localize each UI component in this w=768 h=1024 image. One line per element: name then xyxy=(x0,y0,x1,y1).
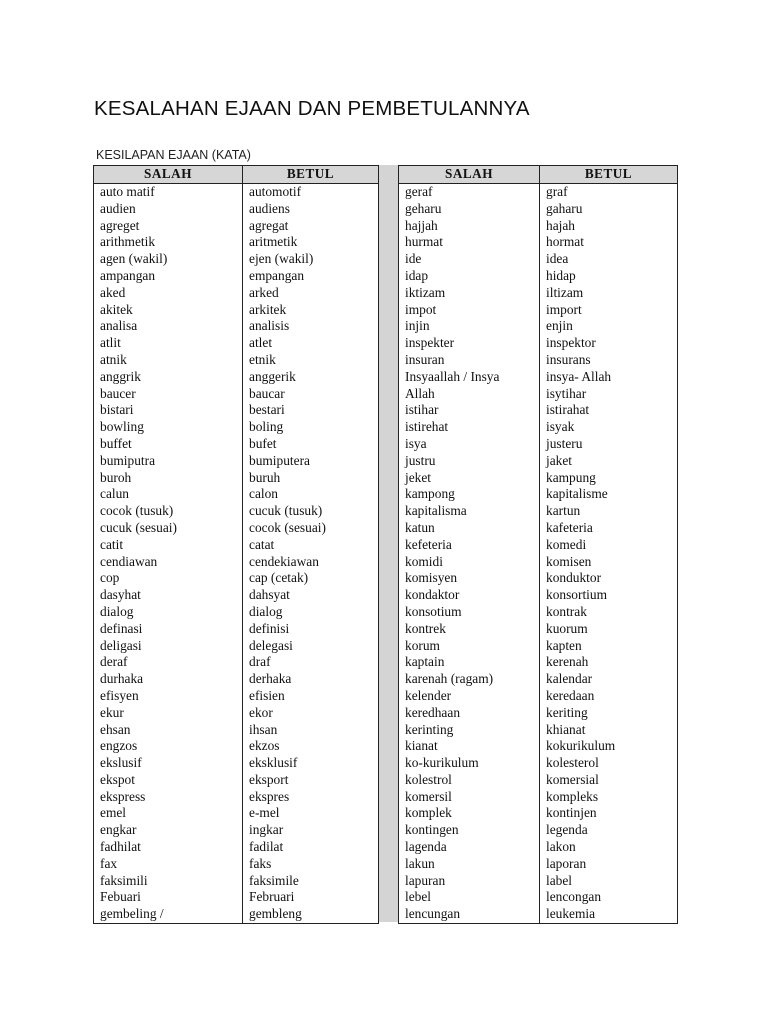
table-row xyxy=(94,520,379,537)
cell-salah: kondaktor xyxy=(399,587,540,604)
column-divider-strip xyxy=(378,165,398,922)
cell-betul: kampung xyxy=(540,470,678,487)
cell-salah: arithmetik xyxy=(94,234,243,251)
cell-salah: buroh xyxy=(94,470,243,487)
table-row xyxy=(399,839,678,856)
cell-salah: kaptain xyxy=(399,654,540,671)
cell-salah: idap xyxy=(399,268,540,285)
table-row xyxy=(94,352,379,369)
table-row xyxy=(399,789,678,806)
cell-betul: automotif xyxy=(243,184,379,201)
cell-betul: ingkar xyxy=(243,822,379,839)
table-row xyxy=(399,856,678,873)
table-row xyxy=(399,587,678,604)
cell-salah: komersil xyxy=(399,789,540,806)
cell-salah: gembeling / xyxy=(94,906,243,923)
cell-betul: calon xyxy=(243,486,379,503)
cell-salah: catit xyxy=(94,537,243,554)
cell-betul: idea xyxy=(540,251,678,268)
cell-salah: konsotium xyxy=(399,604,540,621)
table-row xyxy=(94,688,379,705)
table-row xyxy=(94,805,379,822)
table-row xyxy=(94,402,379,419)
cell-betul: istirahat xyxy=(540,402,678,419)
cell-betul: gembleng xyxy=(243,906,379,923)
cell-betul: catat xyxy=(243,537,379,554)
cell-betul: efisien xyxy=(243,688,379,705)
cell-salah: ide xyxy=(399,251,540,268)
table-row xyxy=(94,386,379,403)
cell-salah: dialog xyxy=(94,604,243,621)
table-row xyxy=(399,621,678,638)
cell-salah: calun xyxy=(94,486,243,503)
cell-betul: hormat xyxy=(540,234,678,251)
table-row xyxy=(94,537,379,554)
cell-salah: aked xyxy=(94,285,243,302)
cell-salah: buffet xyxy=(94,436,243,453)
cell-salah: lebel xyxy=(399,889,540,906)
cell-salah: fadhilat xyxy=(94,839,243,856)
table-row xyxy=(399,520,678,537)
cell-betul: eksport xyxy=(243,772,379,789)
table-row xyxy=(399,570,678,587)
cell-betul: fadilat xyxy=(243,839,379,856)
cell-betul: arkitek xyxy=(243,302,379,319)
cell-salah: Allah xyxy=(399,386,540,403)
cell-betul: hidap xyxy=(540,268,678,285)
cell-betul: legenda xyxy=(540,822,678,839)
table-row xyxy=(399,772,678,789)
cell-salah: impot xyxy=(399,302,540,319)
cell-salah: keredhaan xyxy=(399,705,540,722)
cell-betul: komisen xyxy=(540,554,678,571)
cell-betul: boling xyxy=(243,419,379,436)
table-row xyxy=(94,234,379,251)
cell-salah: komidi xyxy=(399,554,540,571)
page-title: KESALAHAN EJAAN DAN PEMBETULANNYA xyxy=(94,97,530,120)
cell-salah: ekur xyxy=(94,705,243,722)
table-row xyxy=(94,654,379,671)
cell-salah: anggrik xyxy=(94,369,243,386)
cell-salah: kontingen xyxy=(399,822,540,839)
cell-salah: cop xyxy=(94,570,243,587)
cell-salah: istihar xyxy=(399,402,540,419)
cell-betul: lakon xyxy=(540,839,678,856)
cell-salah: jeket xyxy=(399,470,540,487)
cell-salah: kefeteria xyxy=(399,537,540,554)
header-betul: BETUL xyxy=(540,166,678,184)
cell-salah: geharu xyxy=(399,201,540,218)
cell-betul: kolesterol xyxy=(540,755,678,772)
table-row xyxy=(399,889,678,906)
table-row xyxy=(399,537,678,554)
table-row xyxy=(399,402,678,419)
table-row xyxy=(94,302,379,319)
table-row xyxy=(399,218,678,235)
cell-betul: kapitalisme xyxy=(540,486,678,503)
table-row xyxy=(399,738,678,755)
cell-salah: komplek xyxy=(399,805,540,822)
cell-betul: ejen (wakil) xyxy=(243,251,379,268)
table-row xyxy=(399,705,678,722)
cell-betul: leukemia xyxy=(540,906,678,923)
cell-salah: istirehat xyxy=(399,419,540,436)
cell-betul: atlet xyxy=(243,335,379,352)
table-row xyxy=(399,722,678,739)
cell-betul: khianat xyxy=(540,722,678,739)
cell-salah: baucer xyxy=(94,386,243,403)
cell-betul: analisis xyxy=(243,318,379,335)
cell-betul: etnik xyxy=(243,352,379,369)
table-row xyxy=(399,906,678,923)
table-row xyxy=(399,604,678,621)
cell-salah: katun xyxy=(399,520,540,537)
cell-salah: isya xyxy=(399,436,540,453)
table-row xyxy=(94,839,379,856)
cell-salah: efisyen xyxy=(94,688,243,705)
cell-betul: jaket xyxy=(540,453,678,470)
cell-salah: lencungan xyxy=(399,906,540,923)
cell-salah: komisyen xyxy=(399,570,540,587)
table-row xyxy=(94,705,379,722)
cell-betul: insya- Allah xyxy=(540,369,678,386)
cell-betul: kerenah xyxy=(540,654,678,671)
table-row xyxy=(94,621,379,638)
word-table-left xyxy=(93,165,379,924)
cell-betul: kapten xyxy=(540,638,678,655)
cell-betul: lencongan xyxy=(540,889,678,906)
cell-betul: laporan xyxy=(540,856,678,873)
table-row xyxy=(399,873,678,890)
table-row xyxy=(399,201,678,218)
header-salah: SALAH xyxy=(94,166,243,184)
table-row xyxy=(399,352,678,369)
table-header-row xyxy=(94,166,379,184)
cell-salah: Insyaallah / Insya xyxy=(399,369,540,386)
table-row xyxy=(94,419,379,436)
cell-betul: delegasi xyxy=(243,638,379,655)
table-row xyxy=(94,335,379,352)
cell-salah: hurmat xyxy=(399,234,540,251)
cell-salah: hajjah xyxy=(399,218,540,235)
cell-salah: korum xyxy=(399,638,540,655)
cell-salah: ampangan xyxy=(94,268,243,285)
cell-betul: kuorum xyxy=(540,621,678,638)
cell-salah: dasyhat xyxy=(94,587,243,604)
cell-salah: iktizam xyxy=(399,285,540,302)
cell-betul: definisi xyxy=(243,621,379,638)
table-row xyxy=(94,318,379,335)
table-row xyxy=(94,873,379,890)
table-row xyxy=(399,386,678,403)
table-row xyxy=(94,738,379,755)
cell-salah: kianat xyxy=(399,738,540,755)
cell-salah: geraf xyxy=(399,184,540,201)
cell-betul: kafeteria xyxy=(540,520,678,537)
table-row xyxy=(94,638,379,655)
cell-betul: bestari xyxy=(243,402,379,419)
table-row xyxy=(399,671,678,688)
table-row xyxy=(94,285,379,302)
cell-betul: derhaka xyxy=(243,671,379,688)
table-row xyxy=(94,604,379,621)
cell-salah: cocok (tusuk) xyxy=(94,503,243,520)
cell-salah: kapitalisma xyxy=(399,503,540,520)
cell-salah: faksimili xyxy=(94,873,243,890)
cell-betul: ihsan xyxy=(243,722,379,739)
cell-betul: buruh xyxy=(243,470,379,487)
cell-salah: durhaka xyxy=(94,671,243,688)
cell-betul: keredaan xyxy=(540,688,678,705)
table-header-row xyxy=(399,166,678,184)
cell-salah: deraf xyxy=(94,654,243,671)
table-row xyxy=(399,805,678,822)
cell-salah: engzos xyxy=(94,738,243,755)
cell-salah: injin xyxy=(399,318,540,335)
cell-salah: audien xyxy=(94,201,243,218)
cell-betul: kompleks xyxy=(540,789,678,806)
cell-salah: atnik xyxy=(94,352,243,369)
table-row xyxy=(94,453,379,470)
cell-betul: cap (cetak) xyxy=(243,570,379,587)
table-row xyxy=(94,251,379,268)
cell-salah: analisa xyxy=(94,318,243,335)
table-row xyxy=(399,453,678,470)
cell-betul: kokurikulum xyxy=(540,738,678,755)
table-row xyxy=(94,755,379,772)
table-row xyxy=(399,251,678,268)
table-row xyxy=(399,486,678,503)
cell-salah: akitek xyxy=(94,302,243,319)
cell-salah: justru xyxy=(399,453,540,470)
cell-salah: karenah (ragam) xyxy=(399,671,540,688)
table-row xyxy=(399,369,678,386)
cell-betul: justeru xyxy=(540,436,678,453)
table-row xyxy=(399,234,678,251)
cell-salah: kontrek xyxy=(399,621,540,638)
table-row xyxy=(399,755,678,772)
header-betul: BETUL xyxy=(243,166,379,184)
table-row xyxy=(94,772,379,789)
cell-salah: engkar xyxy=(94,822,243,839)
cell-salah: kelender xyxy=(399,688,540,705)
table-row xyxy=(94,503,379,520)
cell-salah: bistari xyxy=(94,402,243,419)
cell-salah: atlit xyxy=(94,335,243,352)
cell-salah: lakun xyxy=(399,856,540,873)
table-row xyxy=(399,436,678,453)
section-subtitle: KESILAPAN EJAAN (KATA) xyxy=(96,148,251,162)
word-table-right xyxy=(398,165,678,924)
cell-betul: faks xyxy=(243,856,379,873)
table-row xyxy=(399,285,678,302)
cell-betul: gaharu xyxy=(540,201,678,218)
table-row xyxy=(94,671,379,688)
cell-betul: insurans xyxy=(540,352,678,369)
cell-betul: graf xyxy=(540,184,678,201)
cell-salah: cucuk (sesuai) xyxy=(94,520,243,537)
table-row xyxy=(399,318,678,335)
cell-salah: kampong xyxy=(399,486,540,503)
table-row xyxy=(94,201,379,218)
table-row xyxy=(94,789,379,806)
cell-betul: faksimile xyxy=(243,873,379,890)
table-row xyxy=(399,419,678,436)
table-row xyxy=(94,889,379,906)
cell-betul: ekor xyxy=(243,705,379,722)
cell-betul: kontrak xyxy=(540,604,678,621)
table-row xyxy=(94,570,379,587)
cell-salah: agen (wakil) xyxy=(94,251,243,268)
table-row xyxy=(94,554,379,571)
cell-betul: konsortium xyxy=(540,587,678,604)
cell-betul: Februari xyxy=(243,889,379,906)
cell-betul: cucuk (tusuk) xyxy=(243,503,379,520)
cell-salah: agreget xyxy=(94,218,243,235)
table-row xyxy=(399,268,678,285)
table-row xyxy=(94,184,379,201)
table-row xyxy=(399,554,678,571)
table-row xyxy=(399,184,678,201)
table-row xyxy=(399,470,678,487)
table-row xyxy=(399,688,678,705)
cell-betul: arked xyxy=(243,285,379,302)
table-row xyxy=(399,654,678,671)
cell-betul: baucar xyxy=(243,386,379,403)
table-row xyxy=(94,722,379,739)
table-row xyxy=(94,587,379,604)
table-row xyxy=(94,486,379,503)
cell-salah: fax xyxy=(94,856,243,873)
cell-betul: agregat xyxy=(243,218,379,235)
cell-betul: ekspres xyxy=(243,789,379,806)
cell-betul: cendekiawan xyxy=(243,554,379,571)
cell-salah: lagenda xyxy=(399,839,540,856)
table-row xyxy=(399,302,678,319)
cell-salah: deligasi xyxy=(94,638,243,655)
cell-betul: draf xyxy=(243,654,379,671)
cell-betul: bumiputera xyxy=(243,453,379,470)
cell-betul: dahsyat xyxy=(243,587,379,604)
table-row xyxy=(399,335,678,352)
table-row xyxy=(94,470,379,487)
cell-salah: bumiputra xyxy=(94,453,243,470)
cell-betul: import xyxy=(540,302,678,319)
cell-betul: iltizam xyxy=(540,285,678,302)
cell-betul: hajah xyxy=(540,218,678,235)
cell-salah: auto matif xyxy=(94,184,243,201)
cell-salah: kolestrol xyxy=(399,772,540,789)
cell-salah: emel xyxy=(94,805,243,822)
table-row xyxy=(94,268,379,285)
cell-salah: definasi xyxy=(94,621,243,638)
table-row xyxy=(94,906,379,923)
table-row xyxy=(94,856,379,873)
cell-betul: audiens xyxy=(243,201,379,218)
table-row xyxy=(94,369,379,386)
cell-betul: bufet xyxy=(243,436,379,453)
cell-betul: kalendar xyxy=(540,671,678,688)
cell-salah: ekslusif xyxy=(94,755,243,772)
cell-betul: ekzos xyxy=(243,738,379,755)
cell-betul: komersial xyxy=(540,772,678,789)
cell-betul: aritmetik xyxy=(243,234,379,251)
table-row xyxy=(94,436,379,453)
cell-betul: label xyxy=(540,873,678,890)
table-row xyxy=(94,218,379,235)
cell-betul: inspektor xyxy=(540,335,678,352)
cell-salah: cendiawan xyxy=(94,554,243,571)
cell-salah: ekspress xyxy=(94,789,243,806)
table-row xyxy=(399,822,678,839)
cell-betul: keriting xyxy=(540,705,678,722)
cell-betul: konduktor xyxy=(540,570,678,587)
cell-salah: Febuari xyxy=(94,889,243,906)
cell-betul: cocok (sesuai) xyxy=(243,520,379,537)
cell-salah: ko-kurikulum xyxy=(399,755,540,772)
cell-betul: dialog xyxy=(243,604,379,621)
cell-salah: ehsan xyxy=(94,722,243,739)
table-row xyxy=(399,638,678,655)
cell-salah: insuran xyxy=(399,352,540,369)
cell-betul: komedi xyxy=(540,537,678,554)
cell-salah: kerinting xyxy=(399,722,540,739)
header-salah: SALAH xyxy=(399,166,540,184)
cell-betul: kontinjen xyxy=(540,805,678,822)
cell-salah: inspekter xyxy=(399,335,540,352)
cell-betul: eksklusif xyxy=(243,755,379,772)
cell-betul: isyak xyxy=(540,419,678,436)
cell-betul: isytihar xyxy=(540,386,678,403)
cell-salah: lapuran xyxy=(399,873,540,890)
cell-betul: anggerik xyxy=(243,369,379,386)
cell-salah: ekspot xyxy=(94,772,243,789)
cell-betul: empangan xyxy=(243,268,379,285)
cell-betul: e-mel xyxy=(243,805,379,822)
cell-betul: kartun xyxy=(540,503,678,520)
cell-betul: enjin xyxy=(540,318,678,335)
table-row xyxy=(399,503,678,520)
table-row xyxy=(94,822,379,839)
cell-salah: bowling xyxy=(94,419,243,436)
